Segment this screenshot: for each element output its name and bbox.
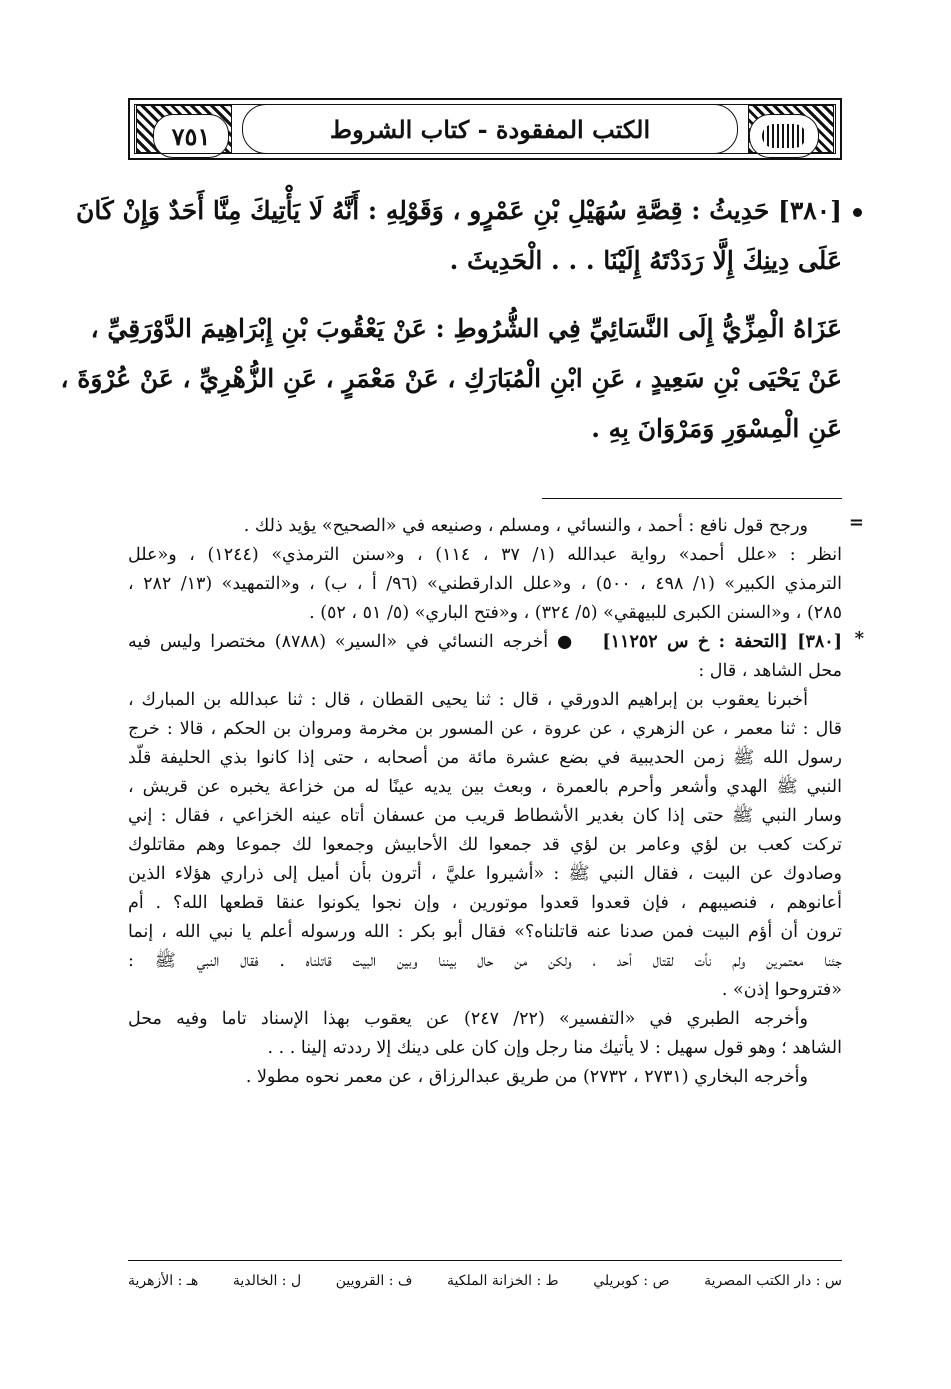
- hadith-line: [٣٨٠] حَدِيثُ : قِصَّةِ سُهَيْلِ بْنِ عَمْرٍو ، وَقَوْلِهِ : أَنَّهُ لَا يَأْتِيكَ مِنَّا أَحَدٌ وَإِنْ كَانَ: [75, 196, 842, 225]
- footnote-380: [128, 628, 864, 1092]
- abbreviation: هـ : الأزهرية: [128, 1273, 199, 1289]
- footnote-line: انظر : «علل أحمد» رواية عبدالله (١/ ٣٧ ، ١١٤) ، و«سنن الترمذي» (١٢٤٤) ، و«علل: [128, 545, 842, 565]
- attribution-line: عَنِ الْمِسْوَرِ وَمَرْوَانَ بِهِ .: [591, 414, 842, 443]
- footnote-line: الشاهد ؛ وهو قول سهيل : لا يأتيك منا رجل وإن كان على دينك إلا رددته إلينا . . .: [267, 1038, 842, 1058]
- footnote-line: تركت كعب بن لؤي وعامر بن لؤي قد جمعوا لك الأحابيش وجمعوا لك جموعا وهم مقاتلوك: [128, 835, 842, 855]
- manuscript-abbreviations: [128, 1268, 842, 1294]
- footnote-line: [128, 628, 842, 657]
- footnote-line: وسار النبي ﷺ حتى إذا كان بغدير الأشطاط قريب من عسفان أتاه عينه الخزاعي ، فقال : إني: [128, 806, 842, 826]
- footnote-line: قال : ثنا معمر ، عن الزهري ، عن عروة ، عن المسور بن مخرمة ومروان بن الحكم ، قالا : خرج: [128, 719, 842, 739]
- footnote-line: ورجح قول نافع : أحمد ، والنسائي ، ومسلم ، وصنيعه في «الصحيح» يؤيد ذلك .: [243, 516, 808, 536]
- footnote-line: محل الشاهد ، قال :: [698, 661, 842, 681]
- abbreviation: ص : كوبريلي: [593, 1273, 670, 1289]
- bullet-icon: [853, 208, 862, 217]
- abbreviations-separator: [128, 1260, 842, 1261]
- main-text: [60, 186, 842, 454]
- page-number: ٧٥١: [153, 114, 229, 158]
- footnote-line: وأخرجه البخاري (٢٧٣١ ، ٢٧٣٢) من طريق عبدالرزاق ، عن معمر نحوه مطولا .: [245, 1067, 808, 1087]
- hadith-line: عَلَى دِينِكَ إِلَّا رَدَدْتَهُ إِلَيْنَا . . . الْحَدِيثَ .: [449, 246, 842, 275]
- star-mark: *: [854, 628, 864, 649]
- footnote-line: الترمذي الكبير» (١/ ٤٩٨ ، ٥٠٠) ، و«علل الدارقطني» (٩٦/ أ ، ب) ، و«التمهيد» (١٣/ ٢٨٢ ،: [128, 574, 842, 594]
- header-ornament-left: [136, 105, 232, 153]
- abbreviation: ط : الخزانة الملكية: [447, 1273, 559, 1289]
- publisher-emblem-icon: [749, 114, 819, 158]
- hadith-entry: [75, 186, 842, 286]
- page-header: [128, 98, 842, 160]
- attribution: [60, 304, 842, 454]
- footnote-line: رسول الله ﷺ زمن الحديبية في بضع عشرة مائة من أصحابه ، حتى إذا كانوا بذي الحليفة قلّد: [128, 748, 842, 768]
- footnotes: [128, 512, 864, 1092]
- footnote-line: أخبرنا يعقوب بن إبراهيم الدورقي ، قال : ثنا يحيى القطان ، قال : ثنا عبدالله بن المبارك ،: [128, 690, 808, 710]
- footnote-text: ● أخرجه النسائي في «السير» (٨٧٨٨) مختصرا وليس فيه: [128, 632, 576, 652]
- abbreviation: ف : القرويين: [335, 1273, 413, 1289]
- footnote-line: جئنا معتمرين ولم نأت لقتال أحد ، ولكن من حال بيننا وبين البيت قاتلناه . فقال النبي ﷺ :: [128, 951, 842, 971]
- footnote-separator: [542, 498, 842, 499]
- footnote-line: أعانوهم ، فنصيبهم ، فإن قعدوا قعدوا موتورين ، وإن نجوا يكونوا عنقا قطعها الله؟ . أم: [128, 893, 842, 913]
- abbreviation: ل : الخالدية: [232, 1273, 302, 1289]
- footnote-line: وصادوك عن البيت ، فقال النبي ﷺ : «أشيروا عليَّ ، أترون بأن أميل إلى ذراري هؤلاء الذين: [128, 864, 843, 884]
- footnote-line: ٢٨٥) ، و«السنن الكبرى للبيهقي» (٥/ ٣٢٤) ، و«فتح الباري» (٥/ ٥١ ، ٥٢) .: [309, 603, 842, 623]
- footnote-continuation: [128, 512, 864, 628]
- abbreviation: س : دار الكتب المصرية: [704, 1273, 842, 1289]
- attribution-line: عَزَاهُ الْمِزِّيُّ إِلَى النَّسَائِيِّ فِي الشُّرُوطِ : عَنْ يَعْقُوبَ بْنِ إِبْرَاهِيمَ الدَّوْرَقِيِّ ،: [90, 314, 842, 343]
- running-title: الكتب المفقودة - كتاب الشروط: [242, 104, 738, 154]
- footnote-line: وأخرجه الطبري في «التفسير» (٢٢/ ٢٤٧) عن يعقوب بهذا الإسناد تاما وفيه محل: [128, 1009, 808, 1029]
- footnote-line: النبي ﷺ الهدي وأشعر وأحرم بالعمرة ، وبعث بين يديه عينًا له من خزاعة يخبره عن قريش ،: [128, 777, 842, 797]
- header-ornament-right: [748, 105, 834, 153]
- continuation-mark: =: [848, 512, 864, 533]
- footnote-line: «فتروحوا إذن» .: [721, 980, 842, 1000]
- footnote-ref: [٣٨٠] [التحفة : خ س ١١٢٥٢]: [602, 632, 842, 652]
- attribution-line: عَنْ يَحْيَى بْنِ سَعِيدٍ ، عَنِ ابْنِ الْمُبَارَكِ ، عَنْ مَعْمَرٍ ، عَنِ الزُّهْرِيِّ ، عَنْ عُرْوَةَ ،: [60, 364, 842, 393]
- footnote-line: ترون أن أؤم البيت فمن صدنا عنه قاتلناه؟» فقال أبو بكر : الله ورسوله أعلم يا نبي الله ، إنما: [128, 922, 842, 942]
